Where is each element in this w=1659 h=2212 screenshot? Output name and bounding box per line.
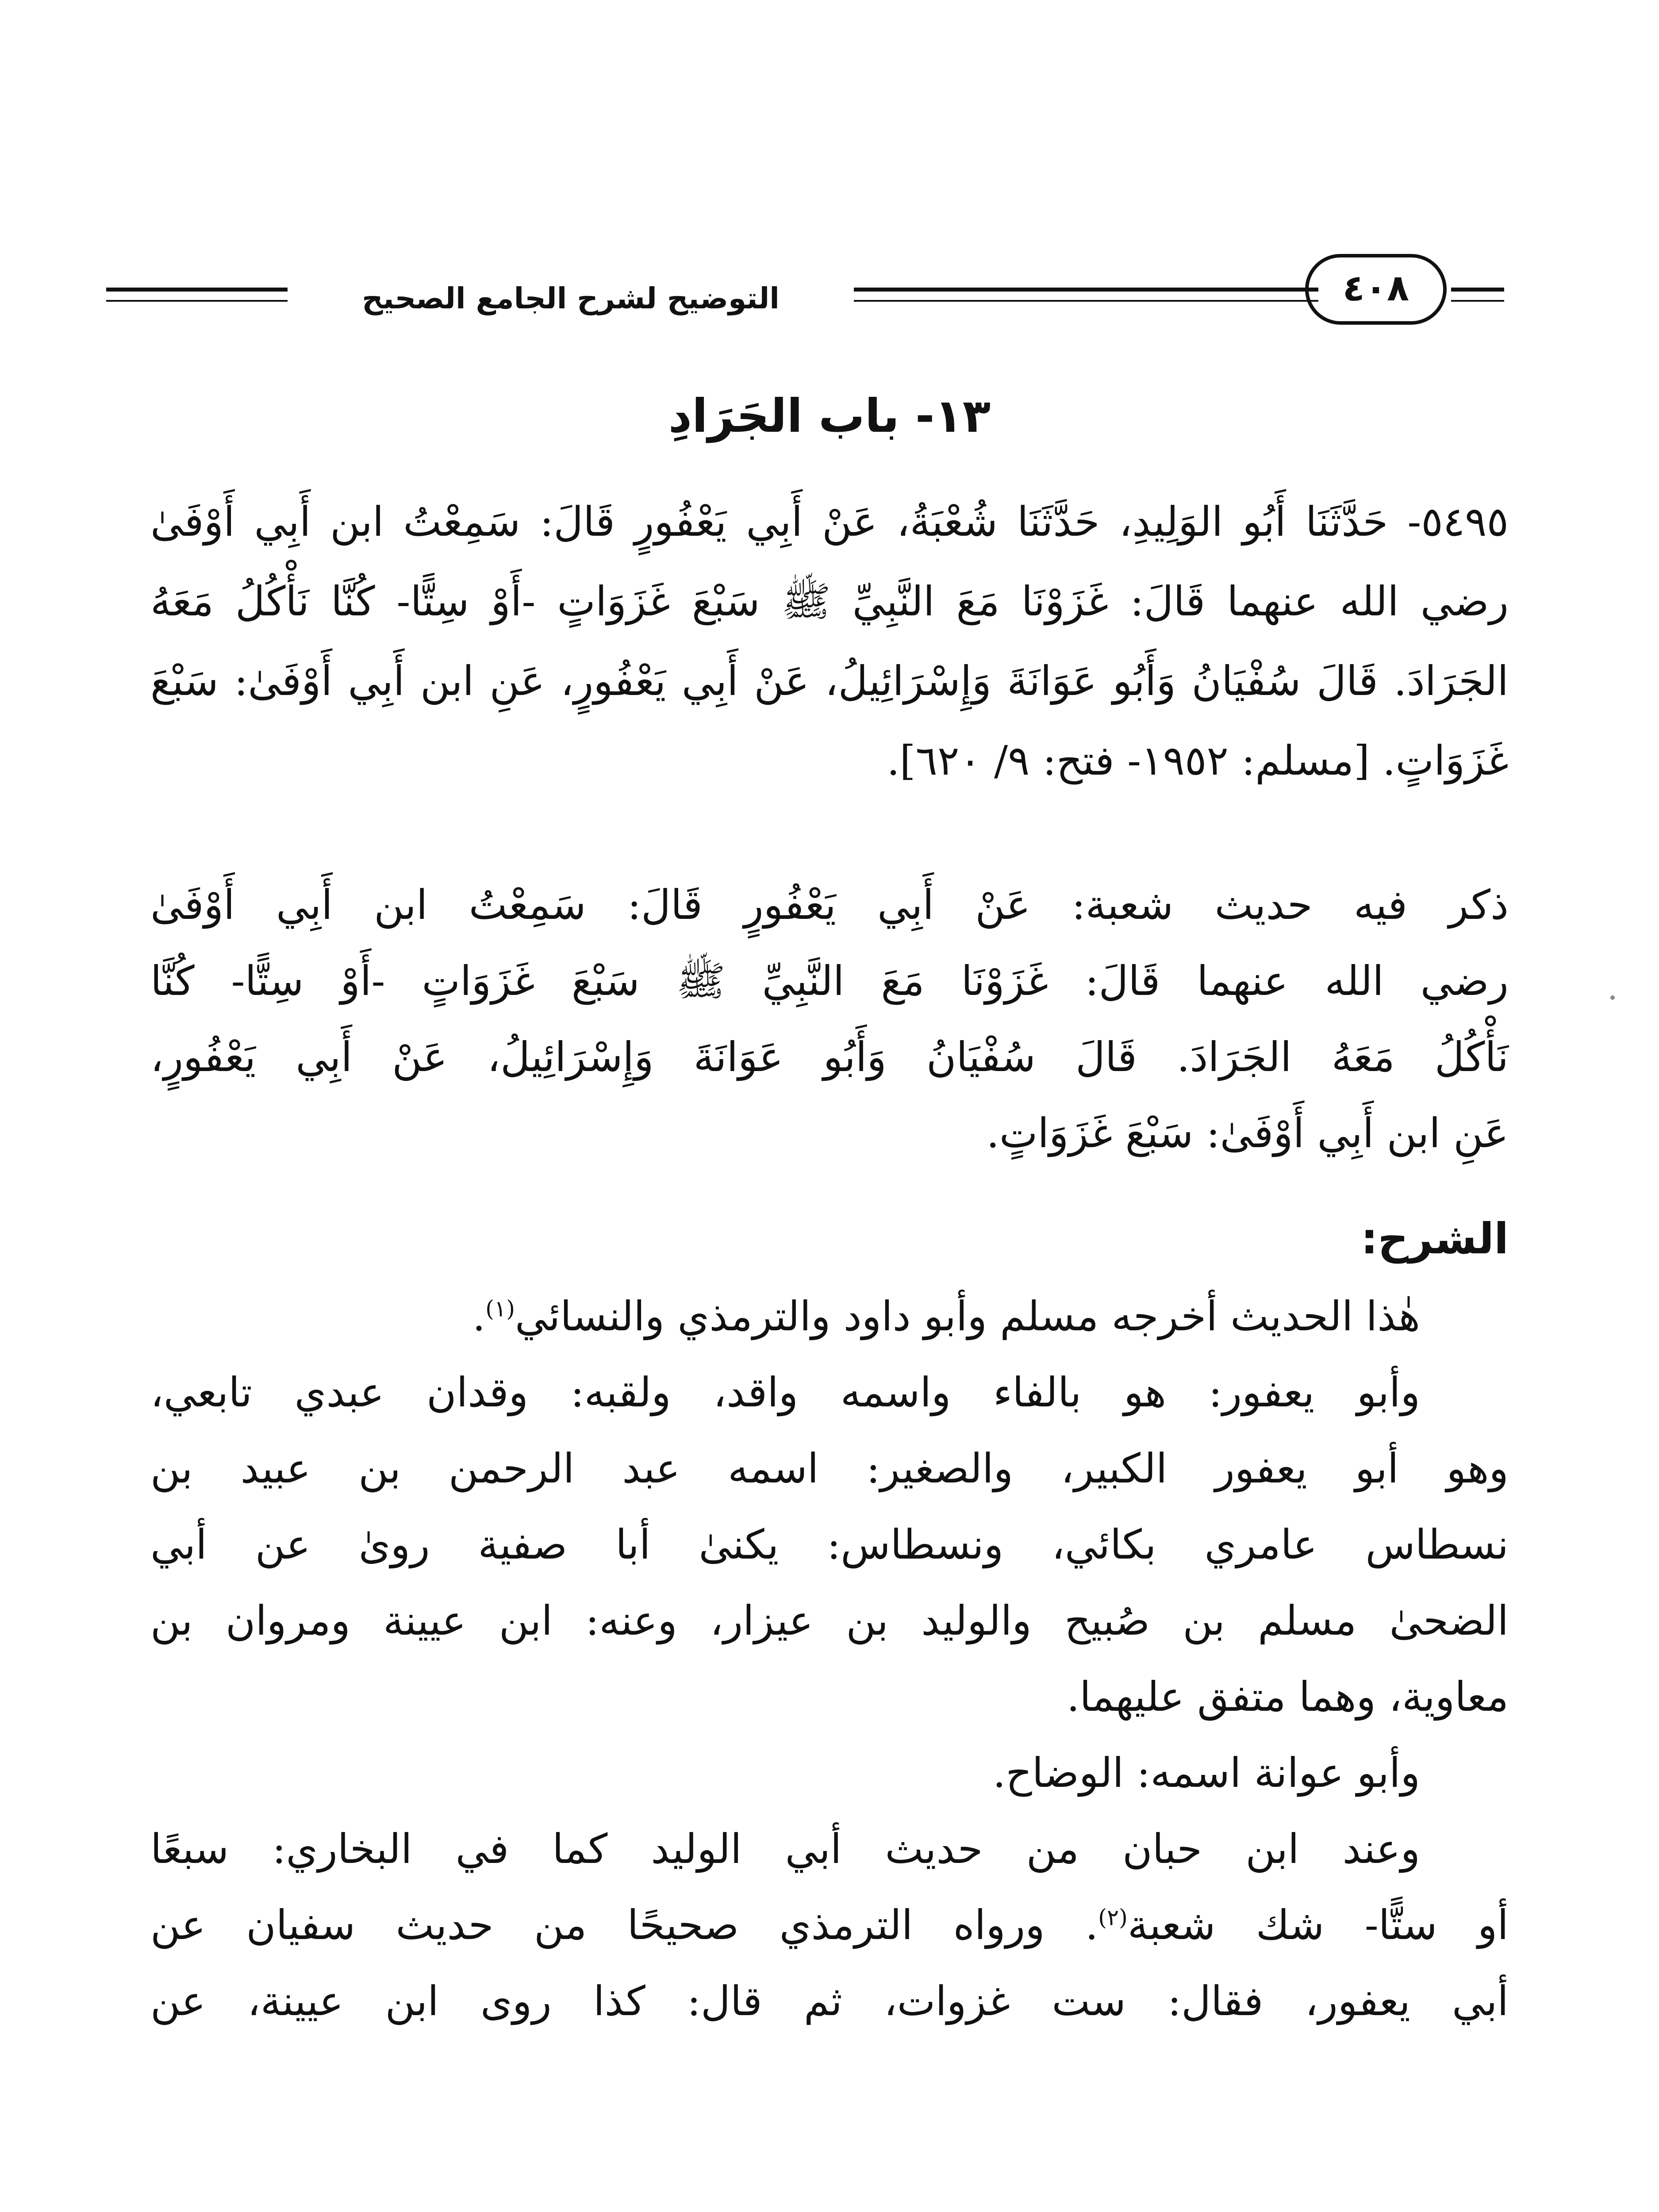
- commentary-line: نَأْكُلُ مَعَهُ الجَرَادَ. قَالَ سُفْيَانُ وَأَبُو عَوَانَةَ وَإِسْرَائِيلُ، عَنْ أَبِي يَعْفُورٍ،: [150, 1033, 1509, 1081]
- hadith-text: [150, 482, 1509, 801]
- sharh-line: [150, 1887, 1509, 1963]
- book-title: التوضيح لشرح الجامع الصحيح: [362, 281, 780, 315]
- sharh-line: وأبو يعفور: هو بالفاء واسمه واقد، ولقبه: وقدان عبدي تابعي،: [150, 1369, 1420, 1416]
- sharh-line: وهو أبو يعفور الكبير، والصغير: اسمه عبد الرحمن بن عبيد بن: [150, 1445, 1509, 1492]
- running-header: [106, 239, 1504, 327]
- sharh-line: معاوية، وهما متفق عليهما.: [1067, 1673, 1509, 1720]
- hadith-line: رضي الله عنهما قَالَ: غَزَوْنَا مَعَ النَّبِيِّ ﷺ سَبْعَ غَزَوَاتٍ -أَوْ سِتًّا- كُنَّا نَأْكُلُ مَعَهُ: [150, 578, 1509, 625]
- sharh-text-end: .: [472, 1293, 486, 1340]
- sharh-paragraph-3: [150, 1735, 1509, 1811]
- commentary-line: رضي الله عنهما قَالَ: غَزَوْنَا مَعَ النَّبِيِّ ﷺ سَبْعَ غَزَوَاتٍ -أَوْ سِتًّا- كُنَّا: [150, 957, 1509, 1005]
- header-rule-middle-top: [854, 288, 1318, 292]
- header-rule-middle-bottom: [854, 300, 1318, 302]
- header-rule-right-bottom: [1451, 300, 1504, 302]
- header-rule-left-bottom: [106, 300, 288, 302]
- header-rule-right-top: [1451, 288, 1504, 292]
- sharh-paragraph-4: [150, 1811, 1509, 2039]
- sharh-paragraph-1: [150, 1279, 1509, 1355]
- page-number: ٤٠٨: [1305, 254, 1447, 325]
- footnote-ref-1[interactable]: (١): [485, 1295, 515, 1322]
- sharh-line: الضحىٰ مسلم بن صُبيح والوليد بن عيزار، وعنه: ابن عيينة ومروان بن: [150, 1597, 1509, 1644]
- sharh-line: وأبو عوانة اسمه: الوضاح.: [993, 1749, 1420, 1797]
- sharh-paragraph-2: [150, 1355, 1509, 1735]
- header-rule-left-top: [106, 288, 288, 292]
- sharh-line: [150, 1279, 1420, 1355]
- hadith-line: ٥٤٩٥- حَدَّثَنَا أَبُو الوَلِيدِ، حَدَّثَنَا شُعْبَةُ، عَنْ أَبِي يَعْفُورٍ قَالَ: سَمِعْتُ ابن أَبِي أَوْفَىٰ: [150, 498, 1509, 545]
- commentary-line: ذكر فيه حديث شعبة: عَنْ أَبِي يَعْفُورٍ قَالَ: سَمِعْتُ ابن أَبِي أَوْفَىٰ: [150, 881, 1509, 929]
- sharh-heading: الشرح:: [1361, 1214, 1509, 1263]
- sharh-text: هٰذا الحديث أخرجه مسلم وأبو داود والترمذي والنسائي: [515, 1293, 1420, 1340]
- sharh-line: نسطاس عامري بكائي، ونسطاس: يكنىٰ أبا صفية روىٰ عن أبي: [150, 1521, 1509, 1568]
- commentary-line: عَنِ ابن أَبِي أَوْفَىٰ: سَبْعَ غَزَوَاتٍ.: [986, 1110, 1509, 1157]
- commentary-intro: [150, 867, 1509, 1171]
- chapter-title: ١٣- باب الجَرَادِ: [668, 389, 991, 443]
- hadith-line: غَزَوَاتٍ. [مسلم: ١٩٥٢- فتح: ٩/ ٦٢٠].: [887, 737, 1509, 784]
- scan-speck: [1610, 995, 1615, 1000]
- sharh-text: . ورواه الترمذي صحيحًا من حديث سفيان عن: [150, 1901, 1098, 1949]
- sharh-line: أبي يعفور، فقال: ست غزوات، ثم قال: كذا روى ابن عيينة، عن: [150, 1978, 1509, 2025]
- hadith-line: الجَرَادَ. قَالَ سُفْيَانُ وَأَبُو عَوَانَةَ وَإِسْرَائِيلُ، عَنْ أَبِي يَعْفُورٍ، عَنِ ابن أَبِي أَوْفَىٰ: سَبْعَ: [150, 657, 1509, 705]
- sharh-text: أو ستًّا- شك شعبة: [1127, 1901, 1509, 1949]
- footnote-ref-2[interactable]: (٢): [1098, 1904, 1128, 1931]
- sharh-line: وعند ابن حبان من حديث أبي الوليد كما في البخاري: سبعًا: [150, 1825, 1420, 1873]
